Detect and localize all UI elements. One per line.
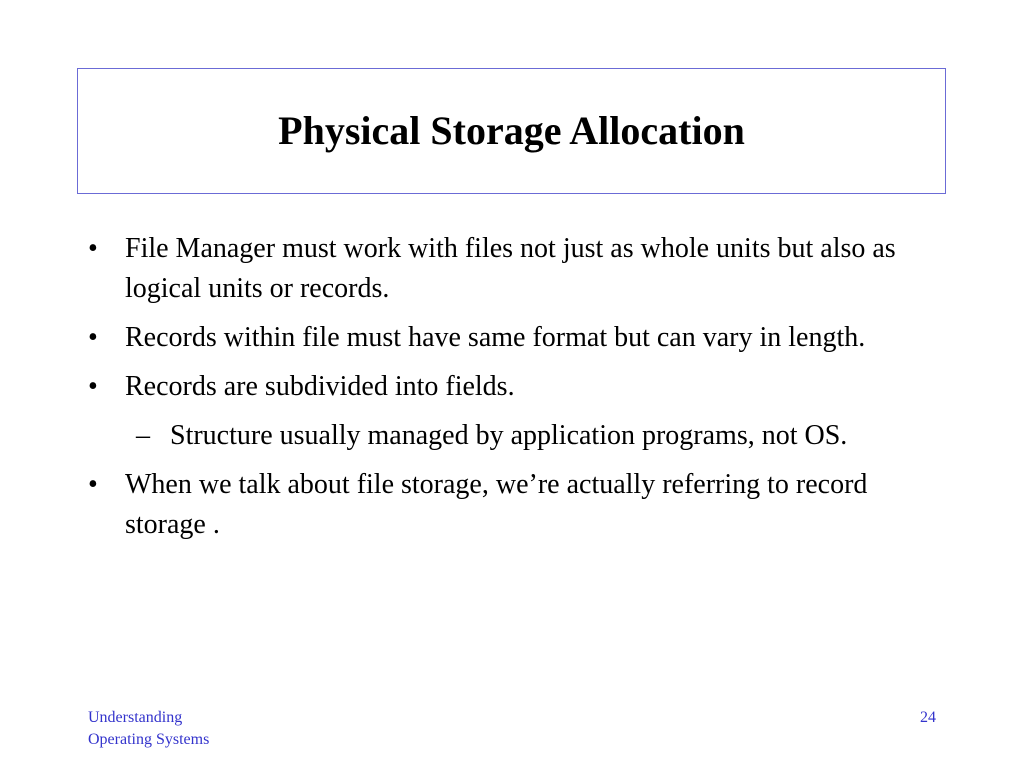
title-box [77, 68, 946, 194]
bullet-text: When we talk about file storage, we’re actually referring to record storage . [125, 469, 868, 540]
bullet-icon: • [88, 322, 98, 353]
sub-bullet-item [84, 416, 944, 456]
bullet-item [84, 367, 944, 407]
bullet-list [84, 229, 944, 554]
bullet-item [84, 465, 944, 545]
footer-line-1: Understanding [88, 709, 183, 726]
page-number: 24 [920, 709, 936, 726]
bullet-icon: • [88, 371, 98, 402]
bullet-icon: • [88, 469, 98, 500]
bullet-icon: • [88, 233, 98, 264]
footer-line-2: Operating Systems [88, 731, 210, 748]
dash-icon: – [136, 420, 150, 451]
bullet-text: Records within file must have same format but can vary in length. [125, 322, 866, 353]
bullet-text: Records are subdivided into fields. [125, 371, 515, 402]
bullet-item [84, 318, 944, 358]
slide-title: Physical Storage Allocation [278, 108, 745, 153]
bullet-item [84, 229, 944, 309]
footer-course-title [88, 707, 209, 751]
bullet-text: File Manager must work with files not just as whole units but also as logical units or records. [125, 233, 896, 304]
sub-bullet-text: Structure usually managed by application programs, not OS. [170, 420, 848, 451]
